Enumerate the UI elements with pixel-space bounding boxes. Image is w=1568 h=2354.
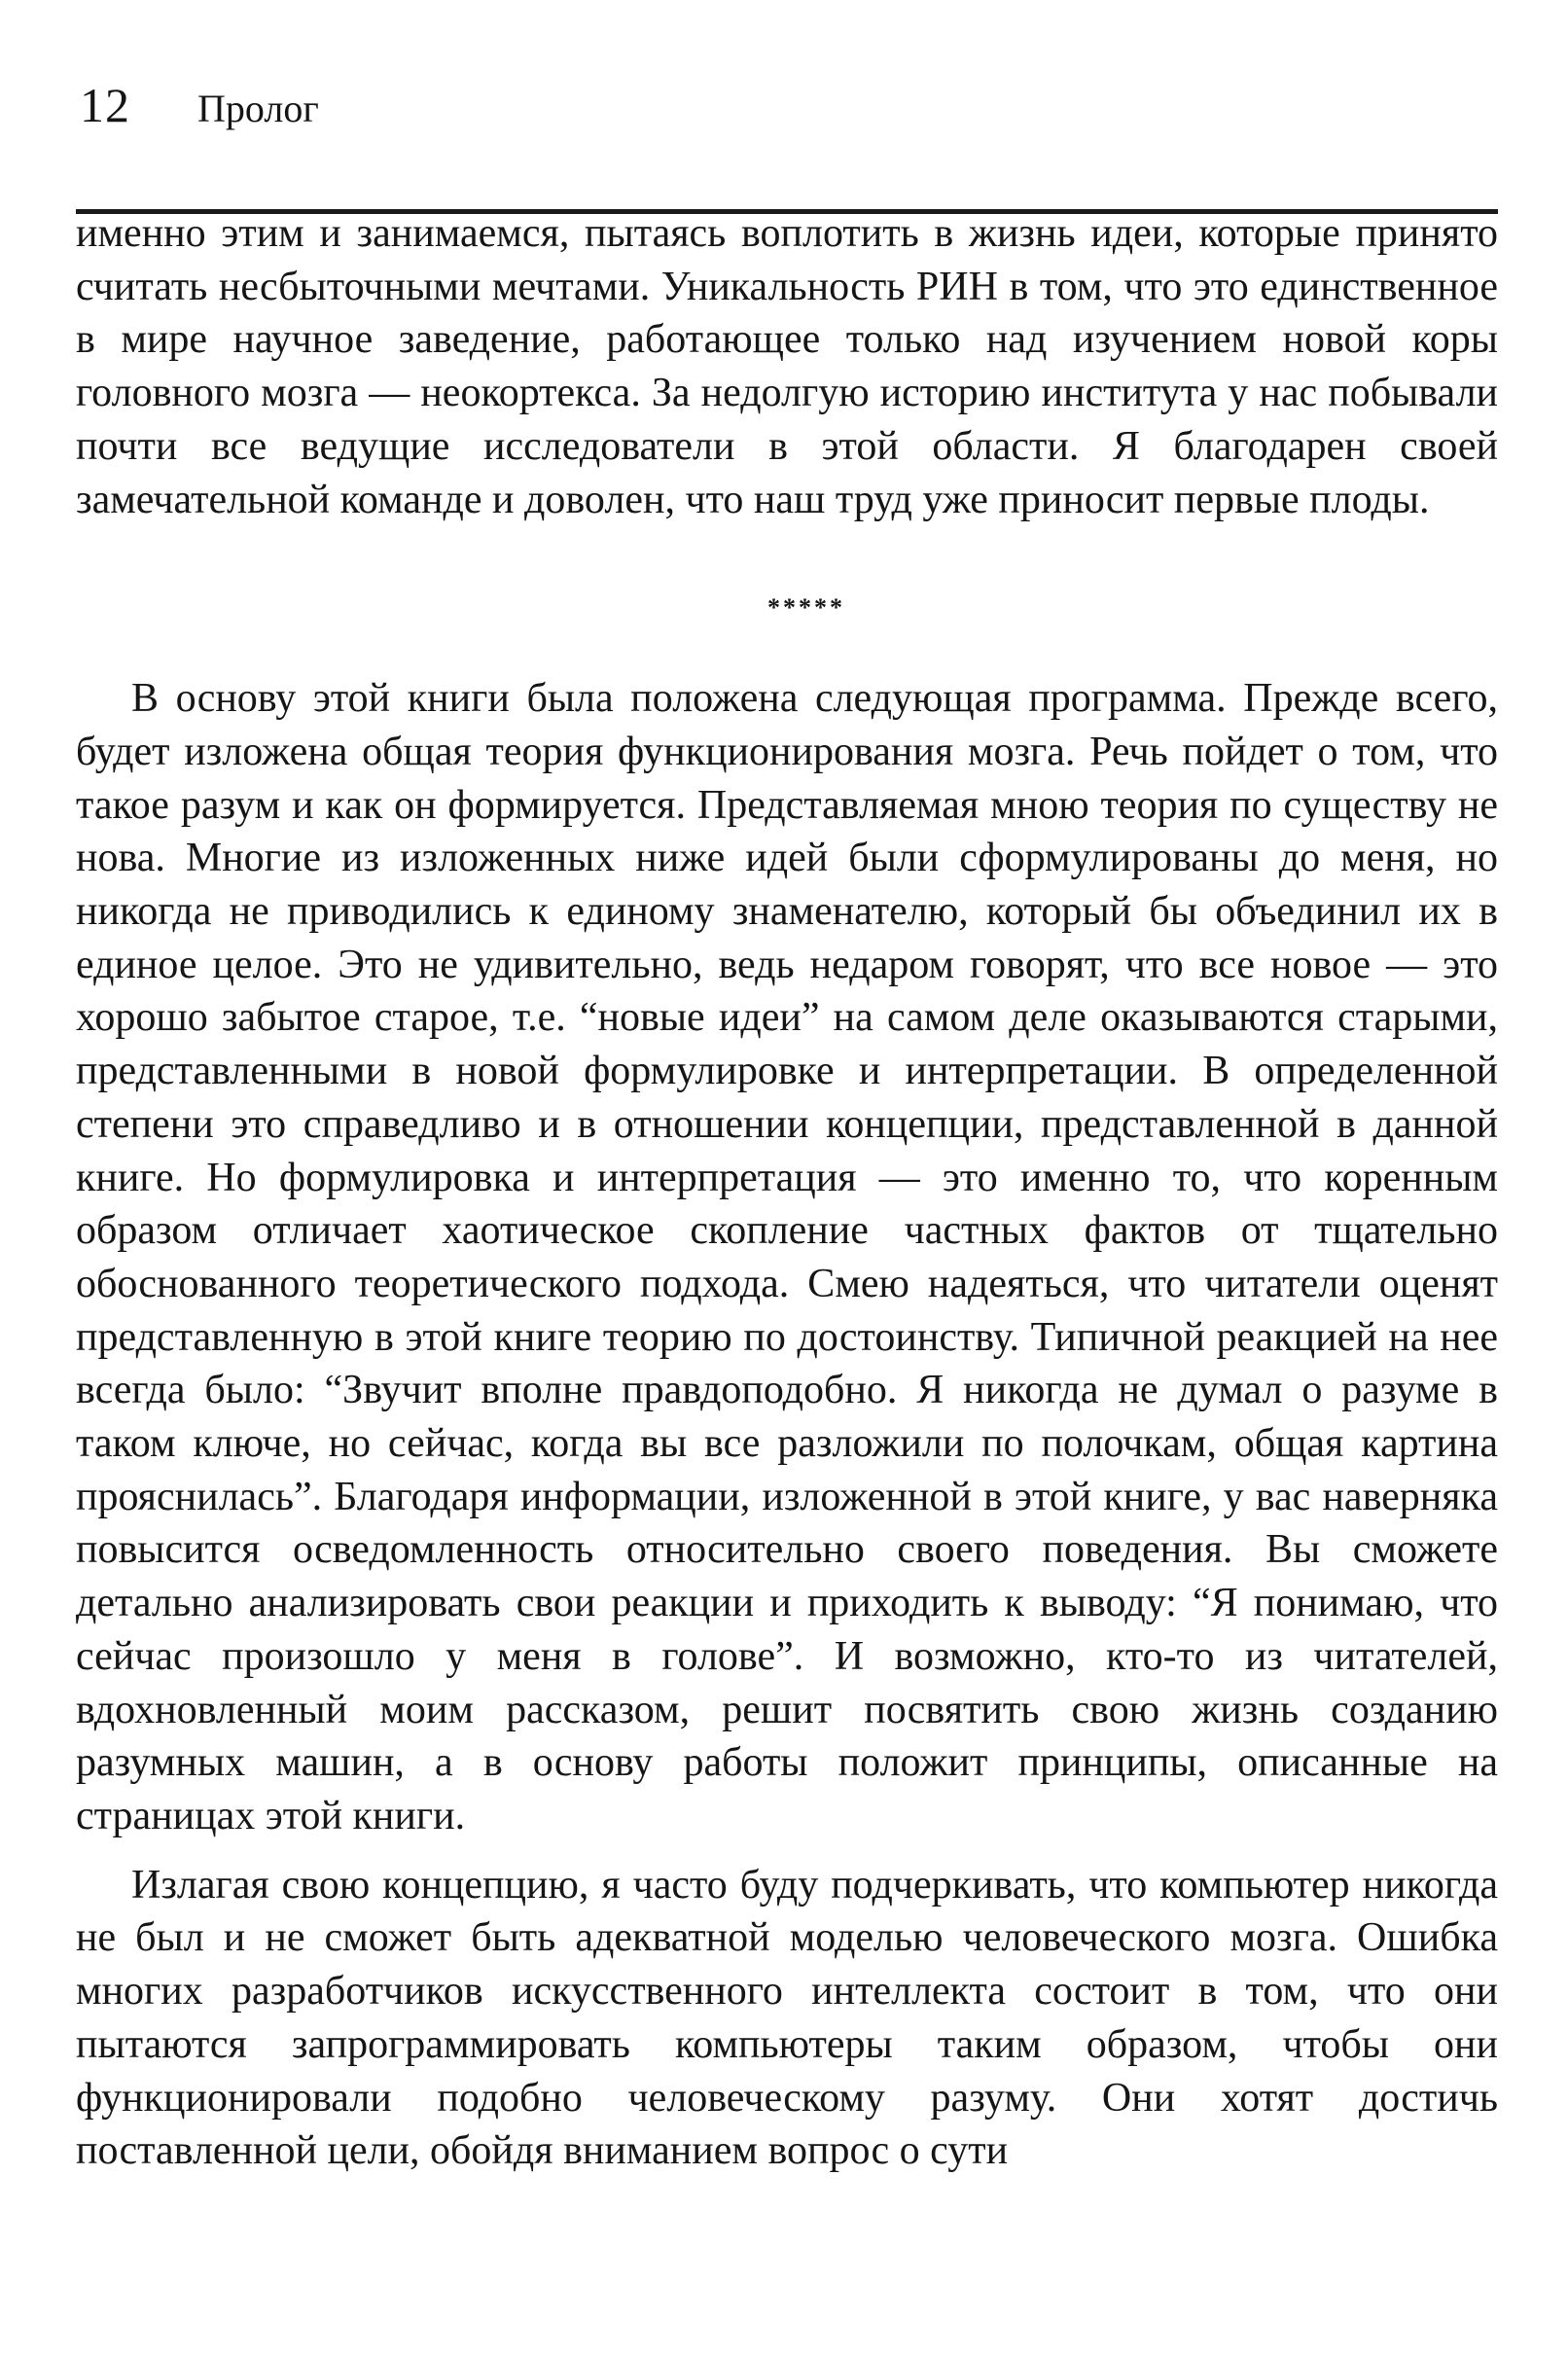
paragraph-gap (76, 1843, 1498, 1859)
running-header (76, 72, 1498, 140)
page-number: 12 (80, 78, 130, 132)
paragraph-3: Излагая свою концепцию, я часто буду подчеркивать, что компьютер никогда не был и не сможет быть адекватной моделью человеческого мозга. Ошибка многих разработчиков искусственного интеллекта состоит в том, что они пытаются запрограммировать компьютеры таким образом, чтобы они функционировали подобно человеческому разуму. Они хотят достичь поставленной цели, обойдя вниманием вопрос о сути (76, 1862, 1498, 2174)
section-title: Пролог (197, 87, 319, 130)
paragraph-2: В основу этой книги была положена следующая программа. Прежде всего, будет изложена общая теория функционирования мозга. Речь пойдет о том, что такое разум и как он формируется. Представляемая мною теория по существу не нова. Многие из изложенных ниже идей были сформулированы до меня, но никогда не приводились к единому знаменателю, который бы объединил их в единое целое. Это не удивительно, ведь недаром говорят, что все новое — это хорошо забытое старое, т.е. “новые идеи” на самом деле оказываются старыми, представленными в новой формулировке и интерпретации. В определенной степени это справедливо и в отношении концепции, представленной в данной книге. Но формулировка и интерпретация — это именно то, что коренным образом отличает хаотическое скопление частных фактов от тщательно обоснованного теоретического подхода. Смею надеяться, что читатели оценят представленную в этой книге теорию по достоинству. Типичной реакцией на нее всегда было: “Звучит вполне правдоподобно. Я никогда не думал о разуме в таком ключе, но сейчас, когда вы все разложили по полочкам, общая картина прояснилась”. Благодаря информации, изложенной в этой книге, у вас наверняка повысится осведомленность относительно своего поведения. Вы сможете детально анализировать свои реакции и приходить к выводу: “Я понимаю, что сейчас произошло у меня в голове”. И возможно, кто-то из читателей, вдохновленный моим рассказом, решит посвятить свою жизнь созданию разумных машин, а в основу работы положит принципы, описанные на страницах этой книги. (76, 676, 1498, 1838)
paragraph-1: именно этим и занимаемся, пытаясь воплотить в жизнь идеи, которые принято считать несбыточными мечтами. Уникальность РИН в том, что это единственное в мире научное заведение, работающее только над изучением новой коры головного мозга — неокортекса. За недолгую историю института у нас побывали почти все ведущие исследователи в этой области. Я благодарен своей замечательной команде и доволен, что наш труд уже приносит первые плоды. (76, 211, 1498, 522)
body-text: именно этим и занимаемся, пытаясь воплотить в жизнь идеи, которые принято считать несбыточными мечтами. Уникальность РИН в том, что это единственное в мире научное заведение, работающее только над изучением новой коры головного мозга — неокортекса. За недолгую историю института у нас побывали почти все ведущие исследователи в этой области. Я благодарен своей замечательной команде и доволен, что наш труд уже приносит первые плоды. ***** В основу этой книги была положена следующая программа. Прежде всего, будет изложена общая теория функционирования мозга. Речь пойдет о том, что такое разум и как он формируется. Представляемая мною теория по существу не нова. Многие из изложенных ниже идей были сформулированы до меня, но никогда не приводились к единому знаменателю, который бы объединил их в единое целое. Это не удивительно, ведь недаром говорят, что все новое — это хорошо забытое старое, т.е. “новые идеи” на самом деле оказываются старыми, представленными в новой формулировке и интерпретации. В определенной степени это справедливо и в отношении концепции, представленной в данной книге. Но формулировка и интерпретация — это именно то, что коренным образом отличает хаотическое скопление частных фактов от тщательно обоснованного теоретического подхода. Смею надеяться, что читатели оценят представленную в этой книге теорию по достоинству. Типичной реакцией на нее всегда было: “Звучит вполне правдоподобно. Я никогда не думал о разуме в таком ключе, но сейчас, когда вы все разложили по полочкам, общая картина прояснилась”. Благодаря информации, изложенной в этой книге, у вас наверняка повысится осведомленность относительно своего поведения. Вы сможете детально анализировать свои реакции и приходить к выводу: “Я понимаю, что сейчас произошло у меня в голове”. И возможно, кто-то из читателей, вдохновленный моим рассказом, решит посвятить свою жизнь созданию разумных машин, а в основу работы положит принципы, описанные на страницах этой книги. Излагая свою концепцию, я часто буду подчеркивать, что компьютер никогда не был и не сможет быть адекватной моделью человеческого мозга. Ошибка многих разработчиков искусственного интеллекта состоит в том, что они пытаются запрограммировать компьютеры таким образом, чтобы они функционировали подобно человеческому разуму. Они хотят достичь поставленной цели, обойдя вниманием вопрос о сути (76, 207, 1498, 2178)
